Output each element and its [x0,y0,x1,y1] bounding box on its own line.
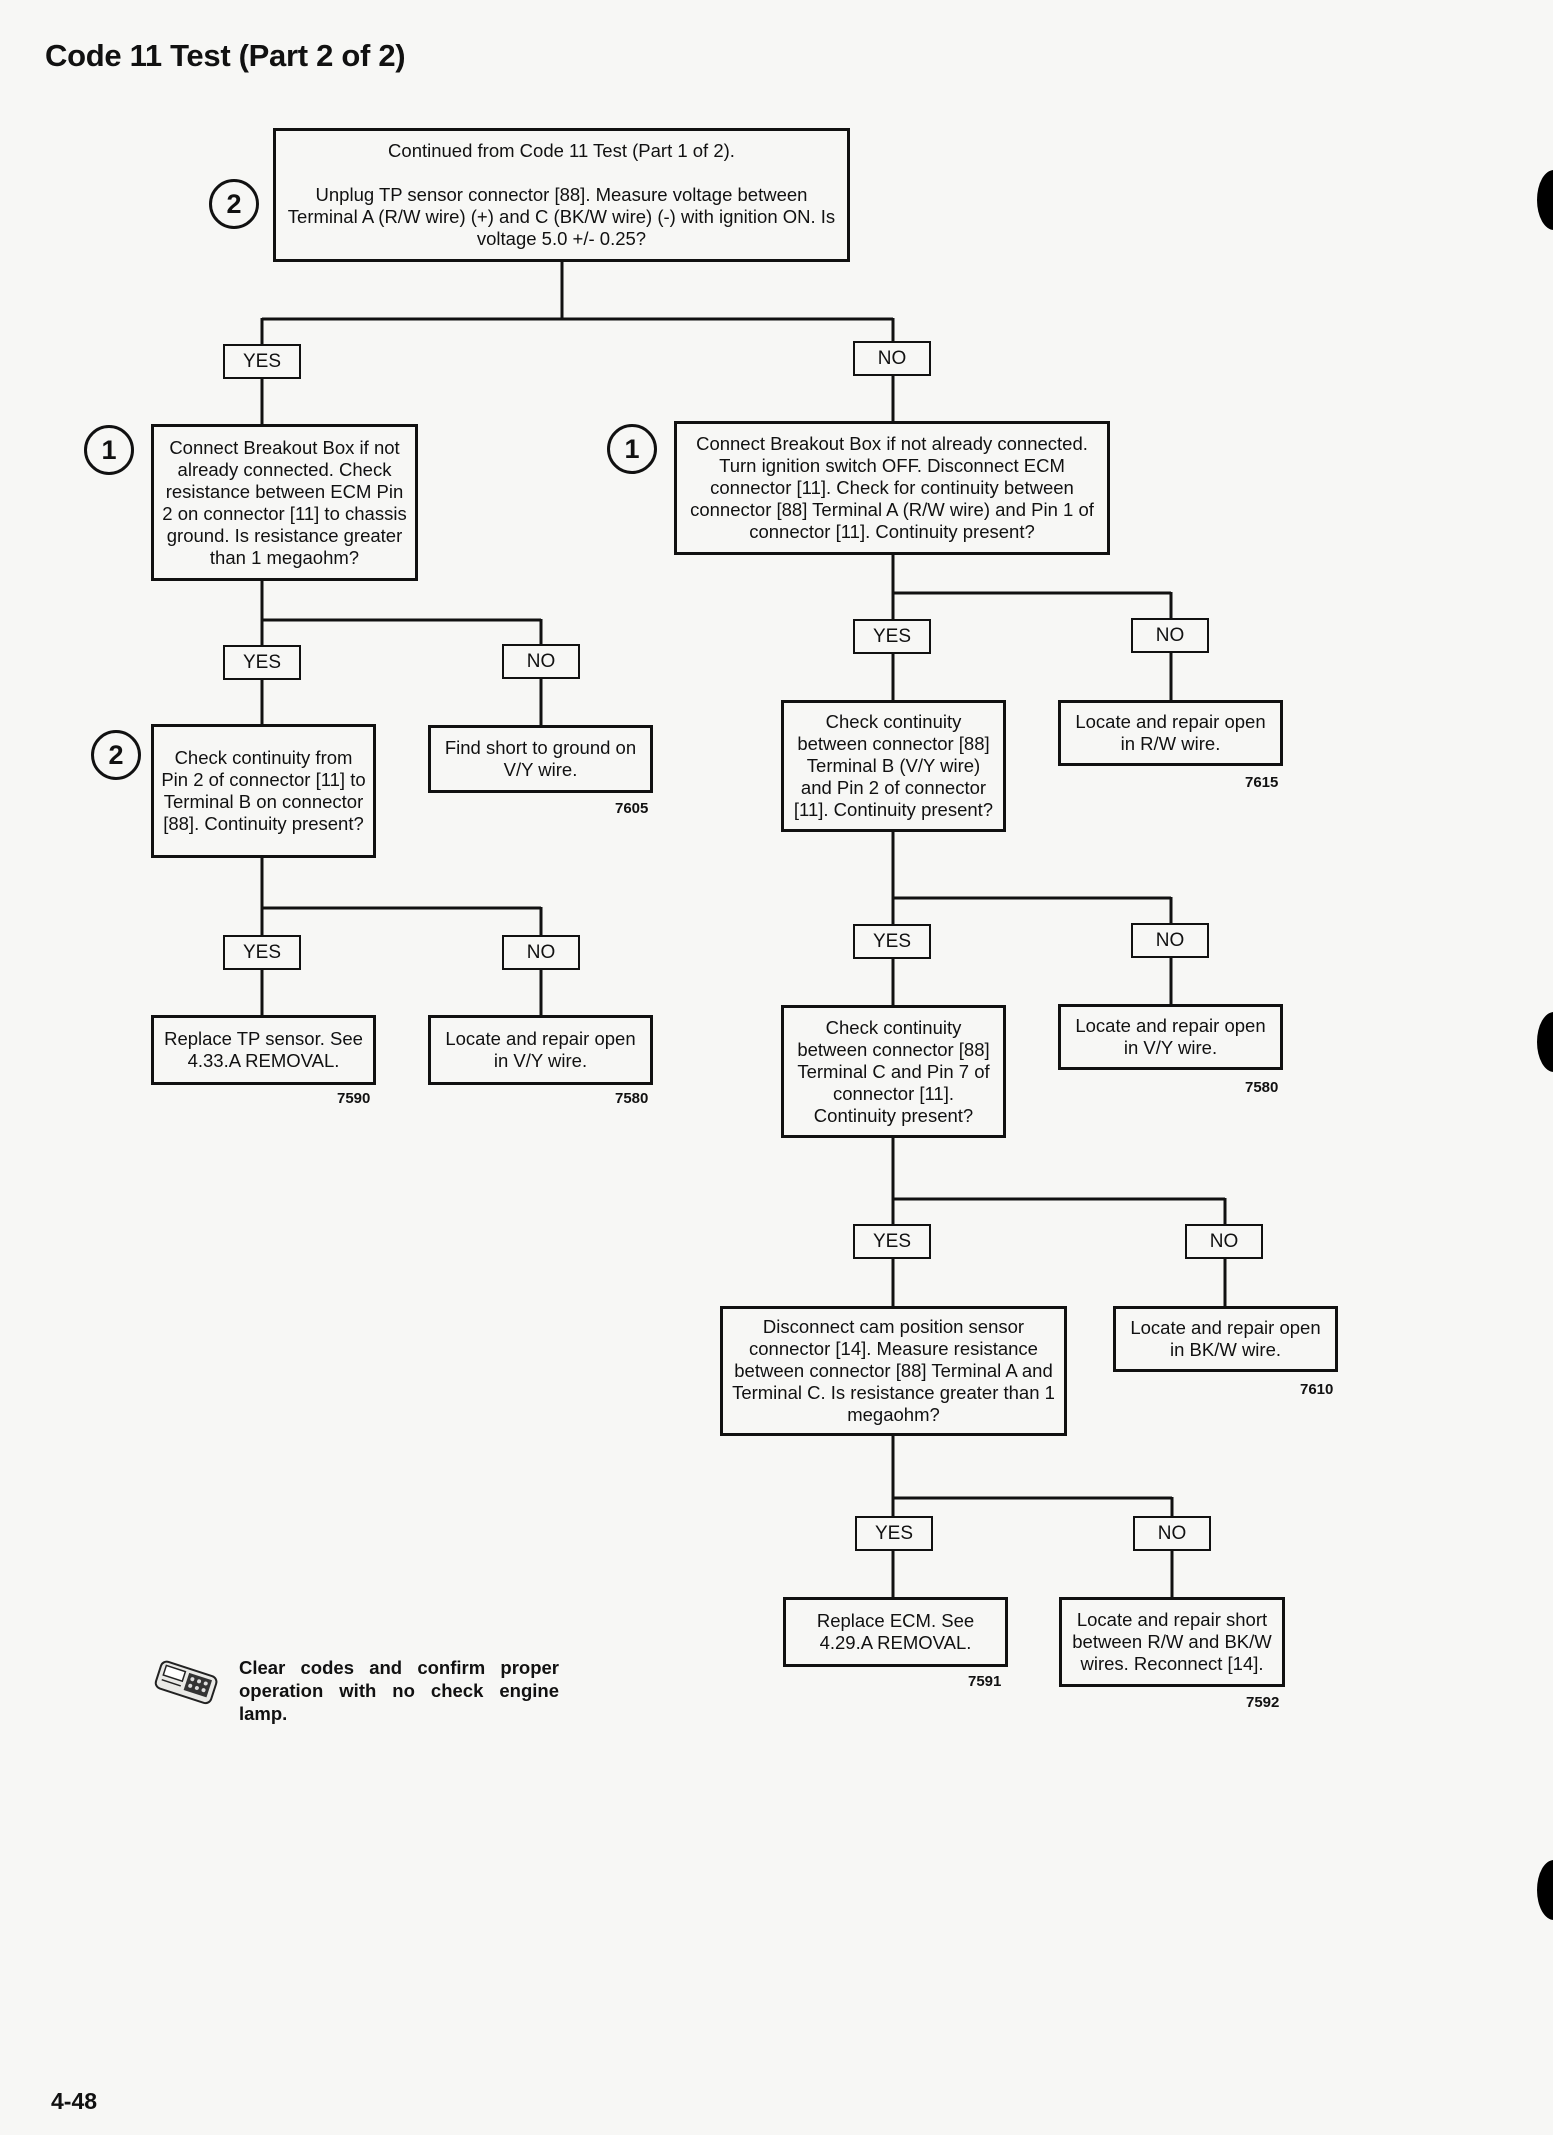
cam-sensor-resistance-box [720,1306,1067,1436]
start-step-box [273,128,850,262]
left-breakout-box [151,424,418,581]
step-marker-2: 2 [91,730,141,780]
repair-vy-box-right [1058,1004,1283,1070]
continuity-terminal-c-text: Check continuity between connector [88] Terminal C and Pin 7 of connector [11]. Continuity present? [797,1016,990,1126]
continued-from-text: Continued from Code 11 Test (Part 1 of 2). [388,140,735,161]
yes-label: YES [853,619,931,654]
page-number: 4-48 [51,2088,98,2114]
reference-number: 7592 [1246,1694,1280,1711]
no-label: NO [1131,618,1209,653]
no-label: NO [1131,923,1209,958]
repair-bkw-box [1113,1306,1338,1372]
replace-tp-sensor-text: Replace TP sensor. See 4.33.A REMOVAL. [164,1028,363,1071]
no-label: NO [502,935,580,970]
reference-number: 7580 [1245,1079,1279,1096]
continuity-terminal-b-box [781,700,1006,832]
no-label: NO [1133,1516,1211,1551]
yes-label: YES [853,924,931,959]
yes-label: YES [223,645,301,680]
no-label: NO [1185,1224,1263,1259]
yes-label: YES [853,1224,931,1259]
right-breakout-box [674,421,1110,555]
scan-tool-icon [153,1660,223,1711]
yes-label: YES [855,1516,933,1551]
yes-label: YES [223,935,301,970]
left-continuity-text: Check continuity from Pin 2 of connector [11] to Terminal B on connector [88]. Continuity present? [161,747,366,834]
reference-number: 7580 [615,1090,649,1107]
step-marker-1: 1 [84,425,134,475]
page-title: Code 11 Test (Part 2 of 2) [45,38,406,73]
clear-codes-note: Clear codes and confirm proper operation with no check engine lamp. [239,1657,559,1724]
short-to-ground-text: Find short to ground on V/Y wire. [444,737,637,780]
yes-label: YES [223,344,301,379]
replace-ecm-text: Replace ECM. See 4.29.A REMOVAL. [816,1610,975,1653]
no-label: NO [853,341,931,376]
step-marker-1: 1 [607,424,657,474]
repair-vy-text-right: Locate and repair open in V/Y wire. [1075,1015,1266,1058]
replace-ecm-box [783,1597,1008,1667]
reference-number: 7605 [615,800,649,817]
repair-vy-box-left [428,1015,653,1085]
step-marker-2: 2 [209,179,259,229]
repair-short-text: Locate and repair short between R/W and BK/W wires. Reconnect [14]. [1072,1609,1272,1674]
reference-number: 7591 [968,1673,1002,1690]
no-label: NO [502,644,580,679]
repair-rw-box [1058,700,1283,766]
voltage-check-text: Unplug TP sensor connector [88]. Measure voltage between Terminal A (R/W wire) (+) and C (BK/W wire) (-) with ignition ON. Is voltage 5.0 +/- 0.25? [287,184,836,249]
continuity-terminal-b-text: Check continuity between connector [88] Terminal B (V/Y wire) and Pin 2 of connector [11]. Continuity present? [793,711,994,820]
repair-rw-text: Locate and repair open in R/W wire. [1075,711,1266,754]
repair-bkw-text: Locate and repair open in BK/W wire. [1130,1317,1321,1360]
repair-vy-text-left: Locate and repair open in V/Y wire. [445,1028,636,1071]
reference-number: 7615 [1245,774,1279,791]
short-to-ground-box [428,725,653,793]
right-breakout-text: Connect Breakout Box if not already connected. Turn ignition switch OFF. Disconnect ECM connector [11]. Check for continuity between connector [88] Terminal A (R/W wire) and Pin 1 of connector [11]. Continuity present? [690,433,1094,542]
continuity-terminal-c-box [781,1005,1006,1138]
left-continuity-box [151,724,376,858]
cam-sensor-resistance-text: Disconnect cam position sensor connector [14]. Measure resistance between connector [88] Terminal A and Terminal C. Is resistance greater than 1 megaohm? [732,1316,1055,1425]
reference-number: 7590 [337,1090,371,1107]
replace-tp-sensor-box [151,1015,376,1085]
repair-short-box [1059,1597,1285,1687]
reference-number: 7610 [1300,1381,1334,1398]
left-breakout-text: Connect Breakout Box if not already connected. Check resistance between ECM Pin 2 on connector [11] to chassis ground. Is resistance greater than 1 megaohm? [162,436,407,568]
